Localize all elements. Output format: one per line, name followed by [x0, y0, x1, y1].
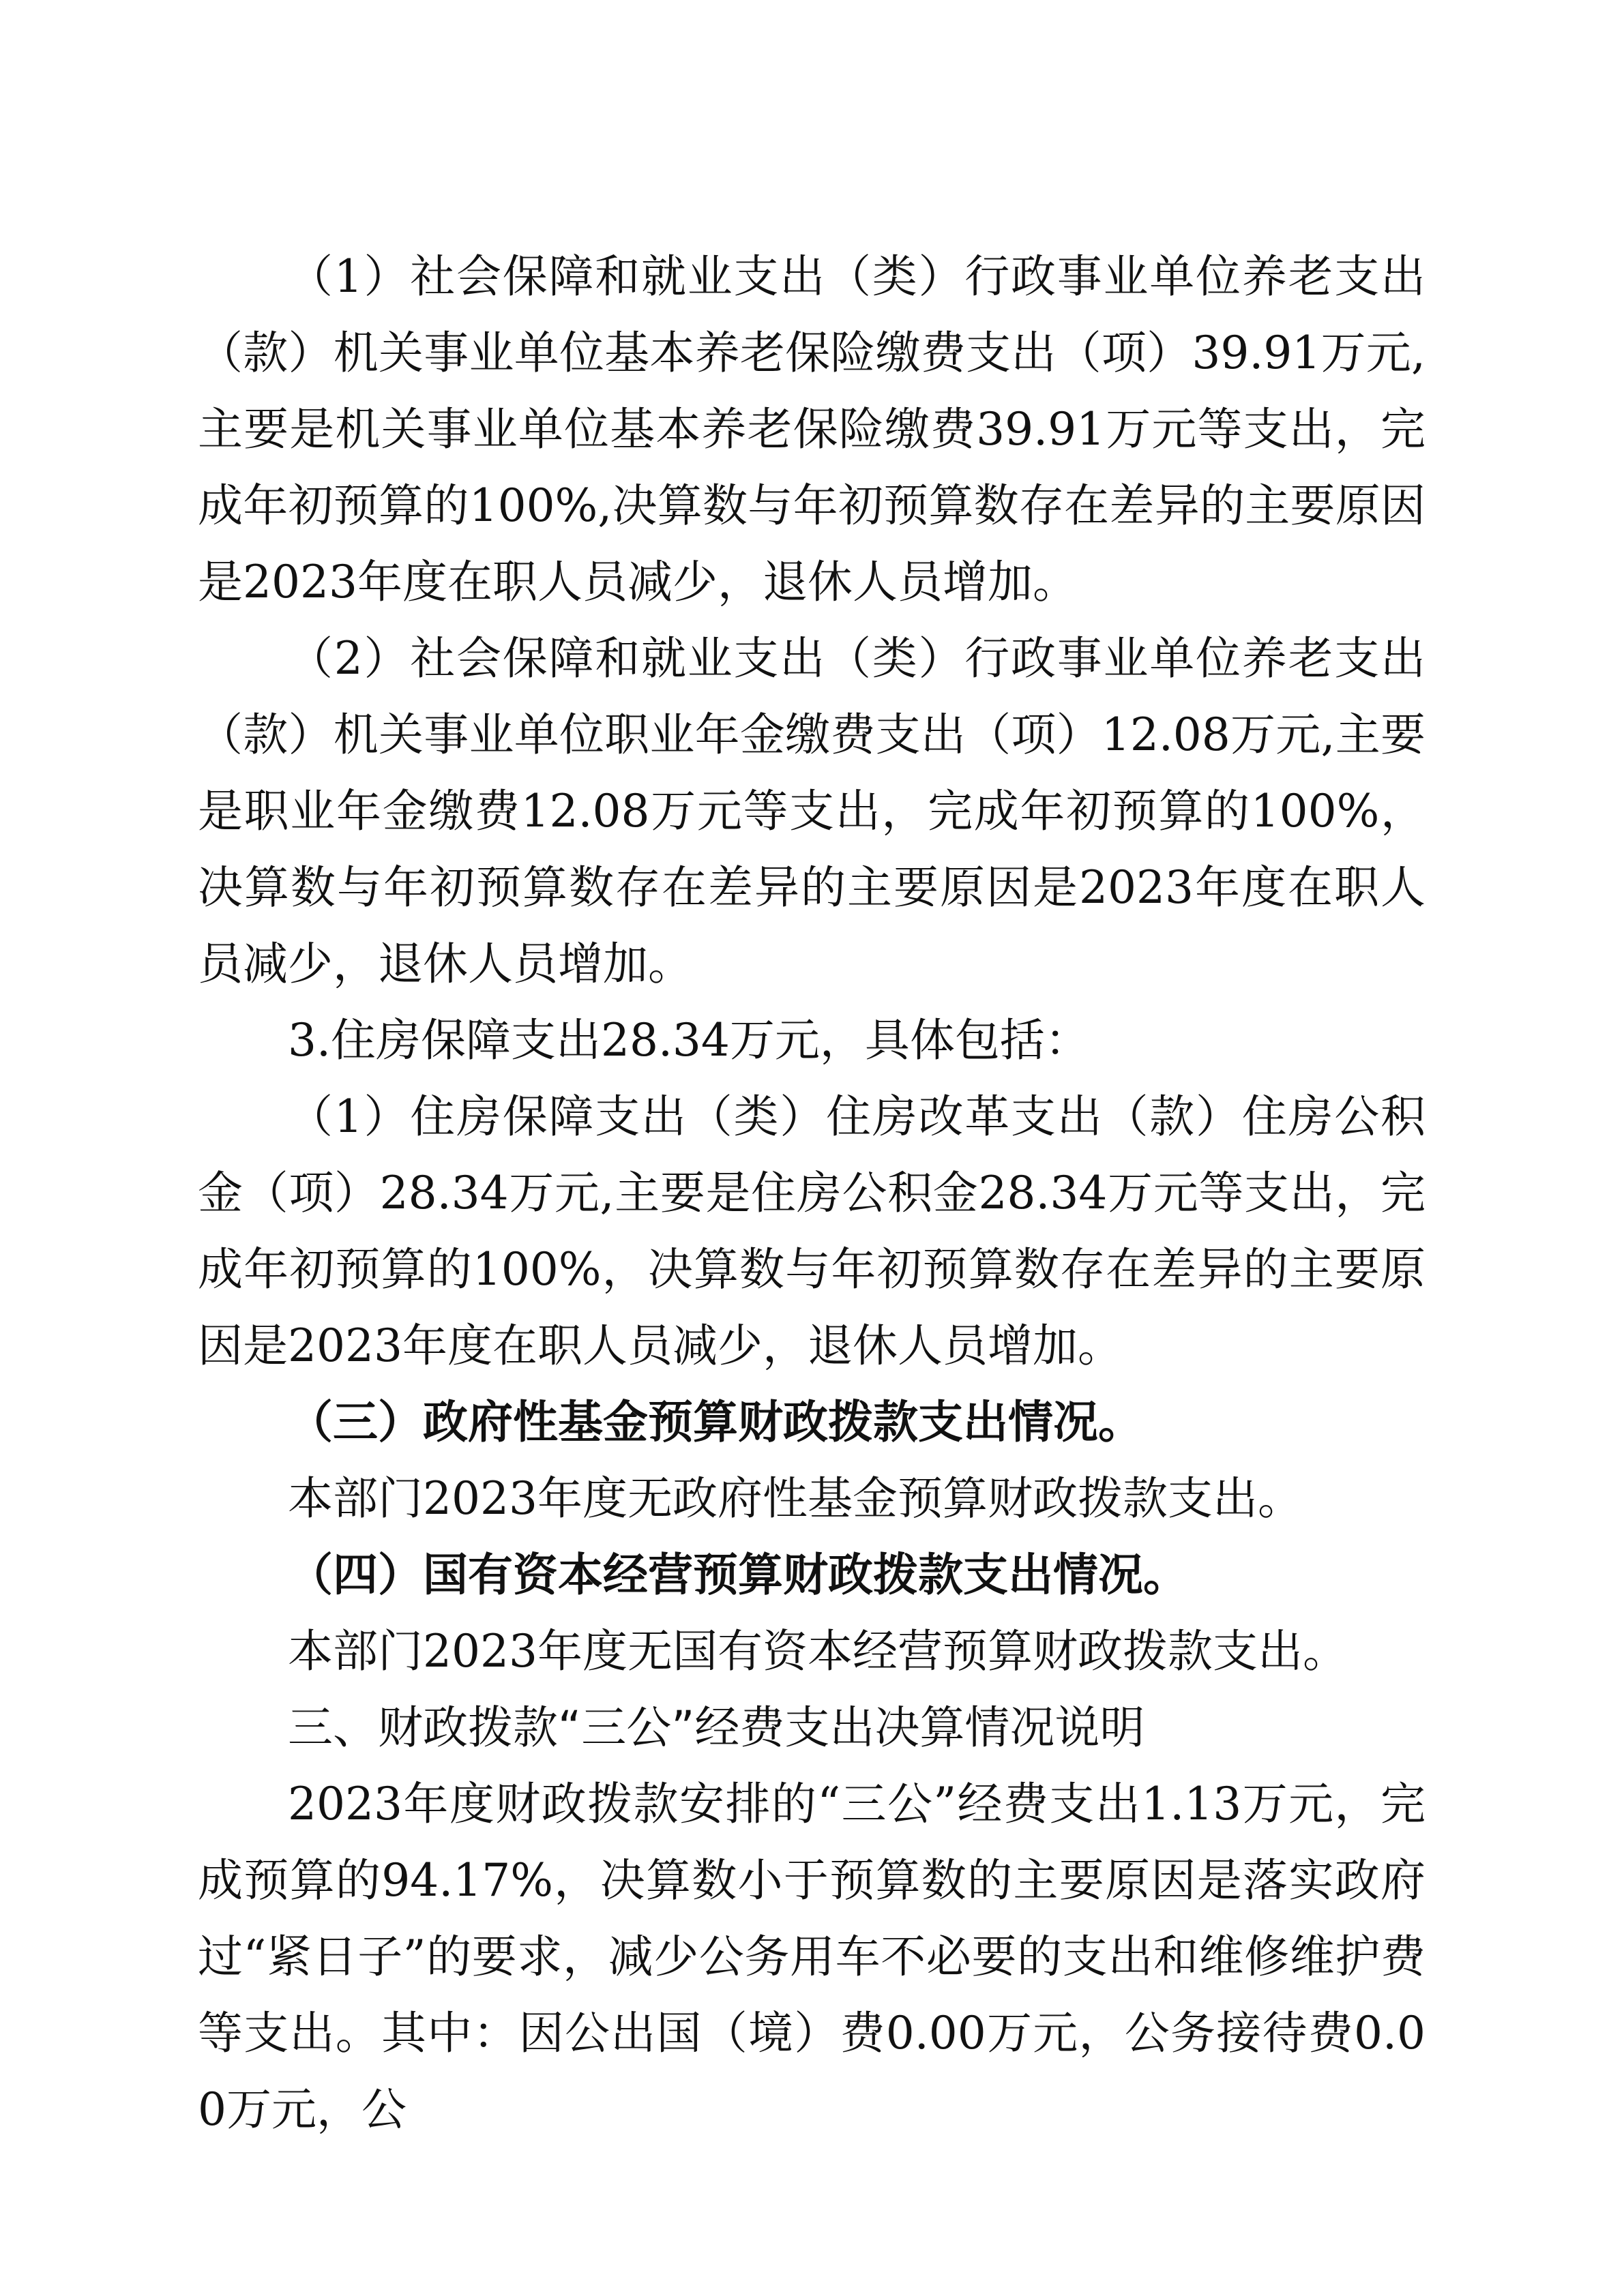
paragraph-government-fund: 本部门2023年度无政府性基金预算财政拨款支出。 [288, 1472, 1303, 1525]
paragraph-housing-summary: 3.住房保障支出28.34万元，具体包括： [288, 1014, 1090, 1067]
paragraph-three-public: 2023年度财政拨款安排的“三公”经费支出1.13万元，完成预算的94.17%，决算数小于预算数的主要原因是落实政府过“紧日子”的要求，减少公务用车不必要的支出和维修维护费等支出。其中：因公出国（境）费0.00万元，公务接待费0.00万元，公 [198, 1778, 1426, 2136]
document-body [198, 239, 1426, 2148]
paragraph-pension-basic: （1）社会保障和就业支出（类）行政事业单位养老支出（款）机关事业单位基本养老保险缴费支出（项）39.91万元,主要是机关事业单位基本养老保险缴费39.91万元等支出，完成年初预算的100%,决算数与年初预算数存在差异的主要原因是2023年度在职人员减少，退休人员增加。 [198, 250, 1426, 608]
paragraph-housing-fund: （1）住房保障支出（类）住房改革支出（款）住房公积金（项）28.34万元,主要是住房公积金28.34万元等支出，完成年初预算的100%，决算数与年初预算数存在差异的主要原因是2023年度在职人员减少，退休人员增加。 [198, 1090, 1426, 1372]
section-heading-three-public: 三、财政拨款“三公”经费支出决算情况说明 [288, 1701, 1145, 1754]
section-heading-state-capital: （四）国有资本经营预算财政拨款支出情况。 [288, 1549, 1188, 1601]
section-heading-government-fund: （三）政府性基金预算财政拨款支出情况。 [288, 1396, 1143, 1448]
paragraph-pension-occupational: （2）社会保障和就业支出（类）行政事业单位养老支出（款）机关事业单位职业年金缴费支出（项）12.08万元,主要是职业年金缴费12.08万元等支出，完成年初预算的100%，决算数与年初预算数存在差异的主要原因是2023年度在职人员减少，退休人员增加。 [198, 632, 1426, 990]
paragraph-state-capital: 本部门2023年度无国有资本经营预算财政拨款支出。 [288, 1625, 1348, 1678]
